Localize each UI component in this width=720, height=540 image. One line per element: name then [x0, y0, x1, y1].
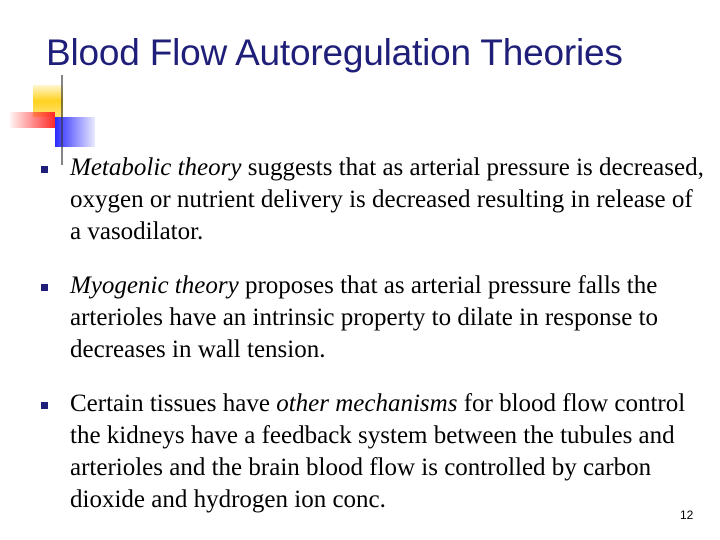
bullet-lead-term: Myogenic theory [70, 272, 239, 299]
slide-title: Blood Flow Autoregulation Theories [46, 32, 623, 73]
bullet-text-pre: Certain tissues have [70, 390, 277, 417]
page-number: 12 [680, 508, 694, 522]
bullet-list [40, 152, 705, 538]
square-bullet-icon [41, 402, 48, 409]
bullet-text: proposes that as arterial pressure falls the arterioles have an intrinsic property to dilate in response to decreases in wall tension. [70, 272, 659, 363]
square-bullet-icon [41, 284, 48, 291]
red-bar [10, 112, 55, 128]
bullet-lead-term: Metabolic theory [70, 154, 242, 181]
bullet-text-post: for blood flow control the kidneys have a feedback system between the tubules and arterioles and the brain blood flow is controlled by carbon dioxide and hydrogen ion conc. [70, 390, 686, 513]
bullet-other-mechanisms [40, 388, 705, 516]
bullet-myogenic-theory [40, 270, 705, 366]
corner-decoration [0, 0, 720, 170]
bullet-text: suggests that as arterial pressure is decreased, oxygen or nutrient delivery is decreased resulting in release of a vasodilator. [70, 154, 704, 245]
blue-bar [55, 117, 95, 147]
square-bullet-icon [41, 166, 48, 173]
bullet-metabolic-theory [40, 152, 705, 248]
bullet-emphasis: other mechanisms [276, 390, 458, 417]
